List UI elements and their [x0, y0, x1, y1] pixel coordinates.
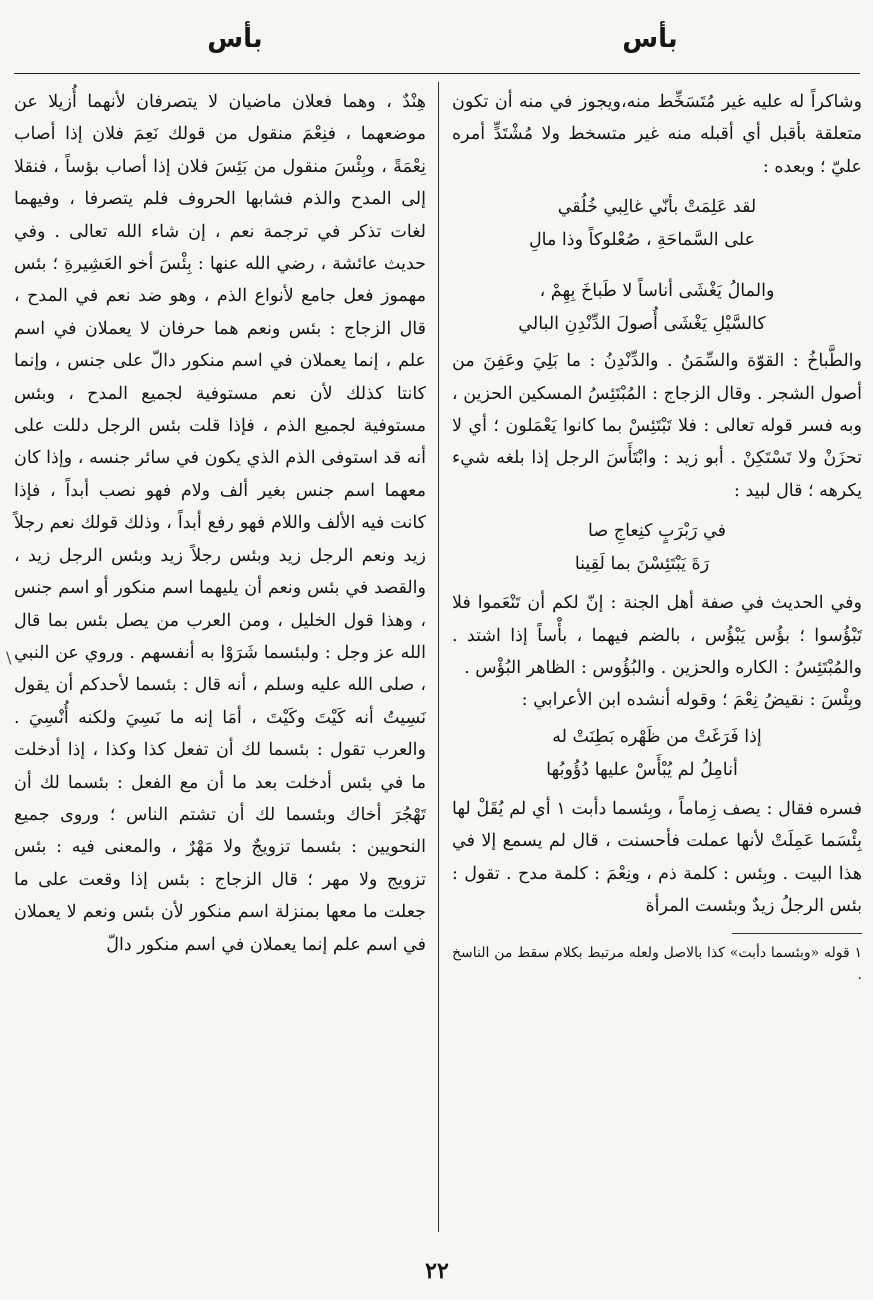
paragraph: هِنْدٌ ، وهما فعلان ماضيان لا يتصرفان لأنهما أُزيلا عن موضعهما ، فنِعْمَ منقول من قولك نَعِمَ فلان إذا أصاب نِعْمَةً ، وبِئْسَ منقول من بَئِسَ فلان إذا أصاب بؤساً ، فنقلا إلى المدح والذم فشابها الحروف فلم يتصرفا ، وفيهما لغات تذكر في ترجمة نعم ، إن شاء الله تعالى . وفي حديث عائشة ، رضي الله عنها : بِئْسَ أخو العَشِيرةِ ؛ بئس مهموز فعل جامع لأنواع الذم ، وهو ضد نعم في المدح ، قال الزجاج : بئس ونعم هما حرفان لا يعملان في اسم علم ، إنما يعملان في اسم منكور دالّ على جنس ، وإنما كانتا كذلك لأن نعم مستوفية لجميع المدح ، وبئس مستوفية لجميع الذم ، فإذا قلت بئس الرجل دللت على أنه قد استوفى الذم الذي يكون في سائر جنسه ، وإذا كان معهما اسم جنس بغير ألف ولام فهو نصب أبداً ، فإذا كانت فيه الألف واللام فهو رفع أبداً ، وذلك قولك نعم رجلاً زيد ونعم الرجل زيد وبئس رجلاً زيد وبئس الرجل زيد ، والقصد في بئس ونعم أن يليهما اسم منكور أو اسم جنس ، وهذا قول الخليل ، ومن العرب من يصل بئس بما قال الله عز وجل : ولبئسما شَرَوْا به أنفسهم . وروي عن النبي ، صلى الله عليه وسلم ، أنه قال : بئسما لأحدكم أن يقول نَسِيتُ أنه كَيْتَ وكَيْتَ ، أمَا إنه ما نَسِيَ ولكنه أُنْسِيَ . والعرب تقول : بئسما لك أن تفعل كذا وكذا ، إذا أدخلت ما في بئس أدخلت بعد ما أن مع الفعل : بئسما لك أن تَهْجُرَ أخاك وبئسما لك أن تشتم الناس ؛ وروى جميع النحويين : بئسما تزويجٌ ولا مَهْرٌ ، والمعنى فيه : بئس تزويج ولا مهر ؛ قال الزجاج : بئس إذا وقعت على ما جعلت ما معها بمنزلة اسم منكور لأن بئس ونعم لا يعملان في اسم علم إنما يعملان في اسم منكور دالّ	[14, 92, 426, 955]
right-column	[452, 86, 862, 986]
margin-mark: \	[6, 648, 12, 667]
column-divider	[438, 82, 439, 1232]
left-column	[14, 86, 426, 961]
verse-hemistich: على السَّماحَةِ ، صُعْلوكاً وذا مالِ	[528, 230, 756, 251]
paragraph: فسره فقال : يصف زِماماً ، وبِئسما دأبت ١ أي لم يُقَلْ لها بِئْسَما عَمِلَتْ لأنها عملت فأحسنت ، قال لم يسمع إلا في هذا البيت . وبِئس : كلمة ذم ، ونِعْمَ : كلمة مدح . تقول : بئس الرجلُ زيدٌ وبئست المرأة	[452, 798, 862, 917]
verse-hemistich: لقد عَلِمَتْ بأنّي غالِبي خُلُقي	[557, 197, 757, 218]
verse-block	[452, 275, 862, 341]
verse-block	[452, 515, 862, 581]
verse-block	[452, 721, 862, 787]
paragraph: وبِئْسَ : نقيضُ نِعْمَ ؛ وقوله أنشده ابن الأعرابي :	[521, 690, 862, 711]
paragraph: والطَّباخُ : القوّة والسِّمَنُ . والدِّنْدِنُ : ما بَلِيَ وعَفِنَ من أصول الشجر . وقال الزجاج : المُبْتَئِسُ المسكين الحزين ، وبه فسر قوله تعالى : فلا تَبْتَئِسْ بما كانوا يَعْمَلون ؛ أي لا تحزَنْ ولا تَسْتَكِنْ . أبو زيد : وابْتَأَسَ الرجل إذا بلغه شيء يكرهه ؛ قال لبيد :	[452, 351, 862, 501]
paragraph: وشاكراً له عليه غير مُتَسَخِّط منه،ويجوز في منه أن تكون متعلقة بأقبل أي أقبله منه غير متسخط ولا مُشْتَدٍّ أمره عليّ ؛ وبعده :	[452, 92, 862, 177]
verse-hemistich: والمالُ يَغْشَى أناساً لا طَباخَ بِهِمْ ،	[539, 281, 775, 302]
verse-hemistich: كالسَّيْلِ يَغْشَى أُصولَ الدِّنْدِنِ البالي	[518, 314, 766, 335]
page-number: ٢٢	[425, 1258, 449, 1284]
header-rule	[14, 73, 860, 74]
footnote: ١ قوله «وبئسما دأبت» كذا بالاصل ولعله مرتبط بكلام سقط من الناسخ .	[452, 944, 862, 983]
verse-hemistich: إذا فَرَغَتْ من ظَهْره بَطِنَتْ له	[552, 726, 762, 747]
verse-hemistich: أنامِلُ لم يُبْأَسْ عليها دُؤُوبُها	[546, 759, 738, 780]
footnote-rule	[732, 933, 862, 934]
verse-hemistich: في رَبْرَبٍ كنِعاجِ صا	[588, 521, 726, 542]
paragraph: وفي الحديث في صفة أهل الجنة : إنّ لكم أن تَنْعَموا فلا تَبْؤُسوا ؛ بؤُس يَبْؤُس ، بالضم فيهما ، بأْساً إذا اشتد . والمُبْتَئِسُ : الكاره والحزين . والبُؤُوس : الظاهر البُؤْس .	[452, 593, 862, 679]
verse-hemistich: رَةَ يَبْتَئِسْنَ بما لَقِينا	[574, 554, 710, 575]
running-headword-right: بأس	[622, 24, 678, 54]
verse-block	[452, 191, 862, 257]
running-headword-left: بأس	[207, 24, 263, 54]
